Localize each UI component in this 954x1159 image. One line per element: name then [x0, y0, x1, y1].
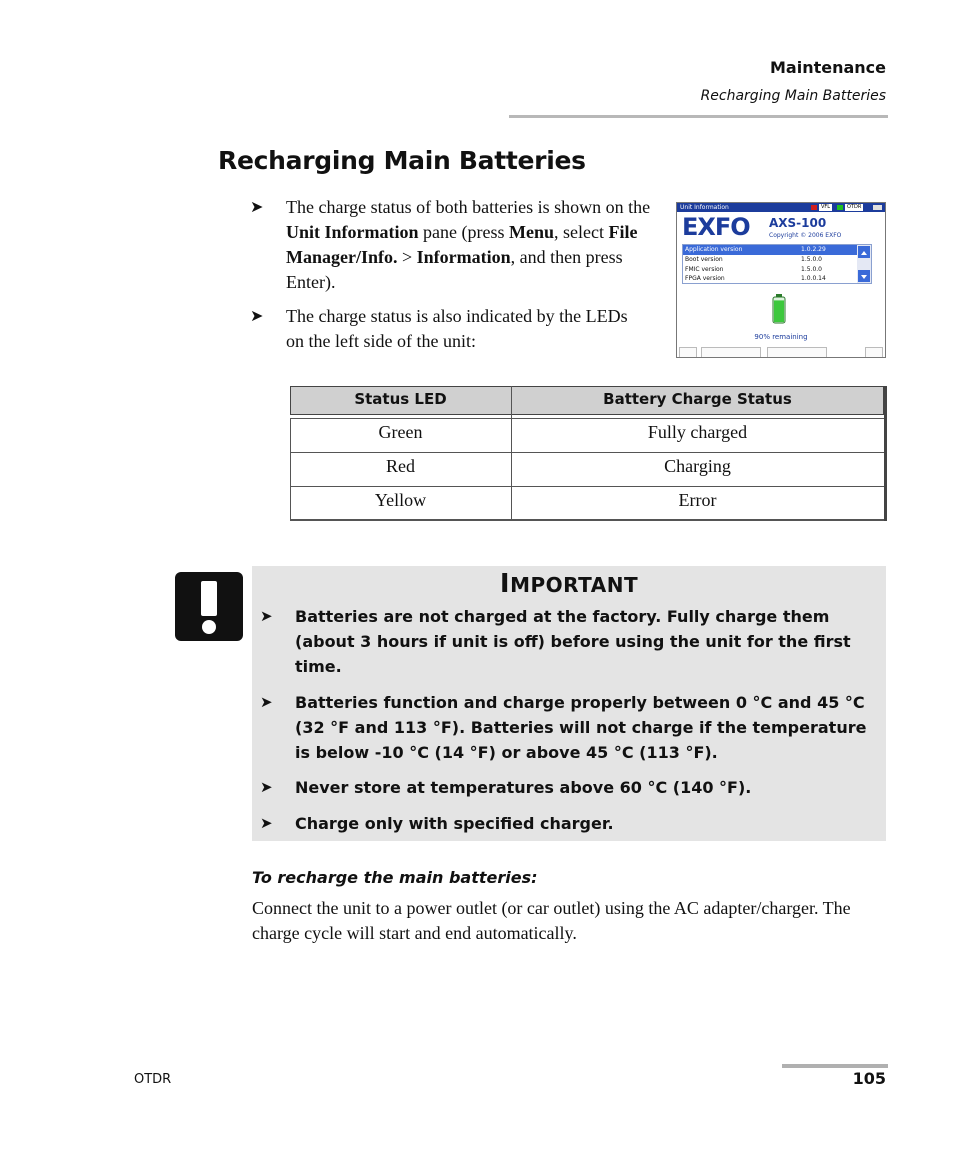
status-led-icon [837, 205, 843, 210]
exfo-logo: EXFO [682, 213, 750, 241]
version-row [683, 265, 858, 275]
battery-icon [772, 294, 786, 324]
running-header-section: Recharging Main Batteries [700, 88, 886, 104]
table-rule [884, 386, 887, 521]
important-bullet-text: Never store at temperatures above 60 °C (140 °F). [295, 778, 752, 797]
version-value: 1.0.2.29 [801, 246, 826, 253]
bold-term: Information [416, 247, 511, 267]
intro-bullet-text [286, 304, 650, 354]
version-list-scrollbar [857, 245, 871, 283]
exclamation-icon [175, 572, 243, 641]
procedure-body: Connect the unit to a power outlet (or car outlet) using the AC adapter/charger. The charge cycle will start and end automatically. [252, 898, 851, 943]
version-row [683, 245, 858, 255]
scroll-down-icon [858, 270, 870, 282]
soft-key [679, 347, 697, 357]
battery-remaining-text: 90% remaining [754, 333, 808, 341]
version-list [682, 244, 872, 284]
bullet-arrow-icon: ➤ [250, 308, 264, 325]
table-cell: Fully charged [647, 422, 748, 442]
led-status-table [290, 386, 887, 521]
screenshot-copyright: Copyright © 2006 EXFO [769, 232, 842, 239]
table-header-cell: Battery Charge Status [603, 390, 792, 408]
running-header-chapter: Maintenance [769, 58, 886, 77]
screenshot-model: AXS-100 [769, 216, 827, 230]
version-name: Application version [685, 246, 743, 253]
screenshot-window-title: Unit Information [680, 204, 729, 211]
important-bullet [260, 775, 880, 800]
bullet-arrow-icon: ➤ [260, 607, 273, 625]
battery-indicator-icon [873, 205, 882, 210]
table-rule [290, 519, 884, 521]
version-name: FMIC version [685, 266, 724, 273]
version-value: 1.5.0.0 [801, 266, 822, 273]
text-run: The charge status of both batteries is shown on the [286, 197, 651, 217]
status-tag-vfl: VFL [821, 204, 831, 210]
intro-bullet [250, 195, 670, 295]
scroll-up-icon [858, 246, 870, 258]
soft-key [767, 347, 827, 357]
bullet-arrow-icon: ➤ [260, 814, 273, 832]
status-tag-otdr: OTDR [847, 204, 862, 210]
bullet-arrow-icon: ➤ [260, 693, 273, 711]
bold-term: Menu [508, 222, 554, 242]
version-name: FPGA version [685, 275, 725, 282]
table-cell: Green [378, 422, 423, 442]
important-bullet-text: Charge only with specified charger. [295, 814, 614, 833]
procedure-title: To recharge the main batteries: [252, 868, 538, 887]
table-cell: Error [678, 490, 717, 510]
version-row [683, 275, 858, 283]
table-cell: Red [386, 456, 415, 476]
text-run: pane (press [418, 222, 509, 242]
table-cell: Charging [664, 456, 731, 476]
intro-bullet-text [286, 195, 670, 295]
page-number: 105 [852, 1069, 886, 1088]
important-bullet [260, 690, 880, 765]
header-rule [509, 115, 888, 118]
important-bullet [260, 811, 880, 836]
version-row [683, 255, 858, 265]
important-bullet [260, 604, 880, 679]
screenshot-title-bar [677, 203, 885, 212]
important-title-initial: I [499, 569, 511, 599]
version-value: 1.5.0.0 [801, 256, 822, 263]
text-run: , select [553, 222, 609, 242]
footer-rule [782, 1064, 888, 1068]
text-run: > [397, 247, 417, 267]
important-bullet-text: Batteries function and charge properly between 0 °C and 45 °C (32 °F and 113 °F). Batteries will not charge if the temperature is below -10 °C (14 °F) or above 45 °C (113 °F). [295, 693, 867, 762]
table-rule [290, 418, 884, 419]
version-name: Boot version [685, 256, 723, 263]
table-rule [290, 452, 884, 453]
page-title: Recharging Main Batteries [218, 146, 586, 175]
important-title-rest: MPORTANT [510, 573, 639, 597]
version-value: 1.0.0.14 [801, 275, 826, 282]
important-bullet-text: Batteries are not charged at the factory. Fully charge them (about 3 hours if unit is off) before using the unit for the first time. [295, 607, 851, 676]
table-rule [290, 486, 884, 487]
table-cell: Yellow [374, 490, 427, 510]
bold-term: Unit Information [286, 222, 419, 242]
soft-key [701, 347, 761, 357]
unit-information-screenshot [676, 202, 886, 358]
intro-bullet [250, 304, 650, 354]
important-title [252, 566, 886, 603]
bold-term: File Manager/Info. [286, 222, 638, 267]
bullet-arrow-icon: ➤ [250, 199, 264, 216]
status-led-icon [811, 205, 817, 210]
table-header-cell: Status LED [354, 390, 447, 408]
text-run: , and then press Enter). [286, 247, 623, 292]
bullet-arrow-icon: ➤ [260, 778, 273, 796]
text-run: The charge status is also indicated by the LEDs on the left side of the unit: [286, 306, 628, 351]
footer-product: OTDR [134, 1072, 172, 1087]
soft-key [865, 347, 883, 357]
